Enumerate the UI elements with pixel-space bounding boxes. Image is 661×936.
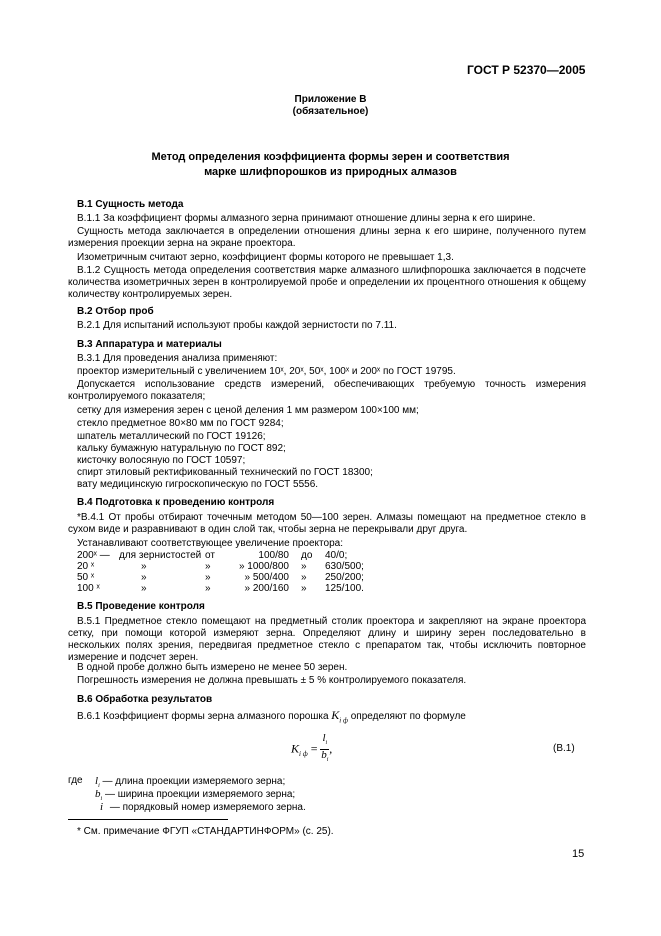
table-cell: » xyxy=(141,583,147,594)
table-row xyxy=(77,572,364,583)
paragraph-b3-1: В.3.1 Для проведения анализа применяют: xyxy=(77,353,278,364)
formula-k-sub: i ф xyxy=(299,749,308,758)
section-heading-b2: В.2 Отбор проб xyxy=(77,306,154,317)
paragraph-b1-2: В.1.2 Сущность метода определения соответствия марке алмазного шлифпорошка заключается в подсчете количества изометричных зерен в контролируемой пробе и определении их процентного отношения к общему количеству контролируемых зерен. xyxy=(68,265,586,300)
definition-subscript: i xyxy=(100,796,103,803)
table-cell: » xyxy=(301,561,307,572)
formula-numerator: l xyxy=(322,732,326,744)
table-cell: 125/100. xyxy=(325,583,364,594)
equipment-item: кисточку волосяную по ГОСТ 10597; xyxy=(77,455,246,466)
definition-symbol: b xyxy=(95,788,101,800)
table-cell: » xyxy=(301,572,307,583)
formula-k: K xyxy=(291,741,300,756)
paragraph-b6-1-text: В.6.1 Коэффициент формы зерна алмазного порошка xyxy=(77,711,329,722)
where-label: где xyxy=(68,775,83,786)
paragraph-b4-1: *В.4.1 От пробы отбирают точечным методом 50—100 зерен. Алмазы помещают на предметное стекло в сухом виде и разравнивают в один слой так, чтобы зерна не перекрывали друг друга. xyxy=(68,512,586,535)
section-heading-b6: В.6 Обработка результатов xyxy=(77,694,213,705)
paragraph-b3-allowed: Допускается использование средств измерений, обеспечивающих требуемую точность измерения контролируемого показателя; xyxy=(68,379,586,402)
table-cell: » xyxy=(205,583,211,594)
appendix-status: (обязательное) xyxy=(292,106,369,117)
paragraph-b6-1-end: определяют по формуле xyxy=(350,711,466,722)
table-cell: 40/0; xyxy=(325,550,348,561)
equipment-item: сетку для измерения зерен с ценой деления 1 мм размером 100×100 мм; xyxy=(77,405,419,416)
table-row xyxy=(77,550,364,561)
paragraph-b5-error: Погрешность измерения не должна превышать ± 5 % контролируемого показателя. xyxy=(77,675,467,686)
formula-fraction xyxy=(320,733,329,766)
section-heading-b1: В.1 Сущность метода xyxy=(77,199,184,210)
paragraph-b3-projector: проектор измерительный с увеличением 10ˣ, 20ˣ, 50ˣ, 100ˣ и 200ˣ по ГОСТ 19795. xyxy=(77,366,456,377)
paragraph-b1-essence: Сущность метода заключается в определении отношения длины зерна к его ширине, полученного путем измерения проекции зерна на экране проектора. xyxy=(68,226,586,249)
table-cell: 630/500; xyxy=(325,561,364,572)
equipment-item: спирт этиловый ректификованный технический по ГОСТ 18300; xyxy=(77,467,373,478)
table-cell: » xyxy=(205,561,211,572)
table-cell: » xyxy=(141,572,147,583)
table-cell: 100 ˣ xyxy=(77,583,100,594)
paragraph-b5-count: В одной пробе должно быть измерено не менее 50 зерен. xyxy=(77,662,348,673)
equipment-item: вату медицинскую гигроскопическую по ГОСТ 5556. xyxy=(77,479,319,490)
paragraph-b2-1: В.2.1 Для испытаний используют пробы каждой зернистости по 7.11. xyxy=(77,320,397,331)
section-heading-b5: В.5 Проведение контроля xyxy=(77,601,205,612)
method-title-line1: Метод определения коэффициента формы зерен и соответствия xyxy=(151,151,510,163)
table-cell: » xyxy=(301,583,307,594)
definition-item xyxy=(100,801,306,814)
formula-numerator-sub: i xyxy=(325,740,328,747)
k-letter: K xyxy=(331,708,340,722)
table-cell: 20 ˣ xyxy=(77,561,95,572)
table-cell: 100/80 xyxy=(258,550,289,561)
page-number: 15 xyxy=(572,848,585,860)
magnification-table xyxy=(77,550,364,594)
table-cell: » 500/400 xyxy=(244,572,289,583)
formula-denominator: b xyxy=(321,749,327,762)
paragraph-b6-1 xyxy=(77,709,466,726)
paragraph-b1-isometric: Изометричным считают зерно, коэффициент формы которого не превышает 1,3. xyxy=(77,252,454,263)
equipment-item: кальку бумажную натуральную по ГОСТ 892; xyxy=(77,443,286,454)
table-cell: 200ˣ — xyxy=(77,550,110,561)
equipment-item: стекло предметное 80×80 мм по ГОСТ 9284; xyxy=(77,418,284,429)
formula-denominator-sub: i xyxy=(326,757,329,764)
shape-factor-symbol xyxy=(331,708,348,725)
definition-symbol: i xyxy=(100,801,104,813)
document-code: ГОСТ Р 52370—2005 xyxy=(467,63,586,77)
appendix-title: Приложение В xyxy=(294,94,367,105)
table-row xyxy=(77,583,364,594)
equation-number: (В.1) xyxy=(553,743,575,754)
method-title-line2: марке шлифпорошков из природных алмазов xyxy=(204,166,457,178)
definition-subscript: i xyxy=(98,783,100,790)
table-cell: до xyxy=(301,550,313,561)
section-heading-b3: В.3 Аппаратура и материалы xyxy=(77,339,222,350)
section-heading-b4: В.4 Подготовка к проведению контроля xyxy=(77,497,275,508)
definition-symbol: l xyxy=(95,775,99,787)
paragraph-b5-1: В.5.1 Предметное стекло помещают на предметный столик проектора и закрепляют на экране проектора сетку, при помощи которой измеряют зерна. Определяют длину и ширину зерен последовательно в нескольких полях зрения, передвигая предметное стекло с препаратом так, чтобы исключить повторное измерение и подсчет зерен. xyxy=(68,616,586,663)
table-cell: от xyxy=(205,550,215,561)
table-cell: для зернистостей xyxy=(119,550,202,561)
definition-text: — длина проекции измеряемого зерна; xyxy=(102,776,286,787)
k-subscript: i ф xyxy=(339,716,348,725)
footnote: * См. примечание ФГУП «СТАНДАРТИНФОРМ» (с. 25). xyxy=(77,826,334,837)
footnote-divider xyxy=(68,819,228,820)
table-cell: » xyxy=(205,572,211,583)
table-cell: » 200/160 xyxy=(244,583,289,594)
table-row xyxy=(77,561,364,572)
table-cell: » 1000/800 xyxy=(238,561,289,572)
formula-b1: $K_{i ф}$ = $\frac{l_i}{b_i}$ , xyxy=(291,733,332,766)
definition-text: — ширина проекции измеряемого зерна; xyxy=(104,789,296,800)
equipment-item: шпатель металлический по ГОСТ 19126; xyxy=(77,431,266,442)
table-cell: » xyxy=(141,561,147,572)
paragraph-b4-magnification: Устанавливают соответствующее увеличение проектора: xyxy=(77,538,343,549)
table-cell: 50 ˣ xyxy=(77,572,95,583)
table-cell: 250/200; xyxy=(325,572,364,583)
definition-text: — порядковый номер измеряемого зерна. xyxy=(109,802,306,813)
paragraph-b1-1: В.1.1 За коэффициент формы алмазного зерна принимают отношение длины зерна к его ширине. xyxy=(77,213,536,224)
